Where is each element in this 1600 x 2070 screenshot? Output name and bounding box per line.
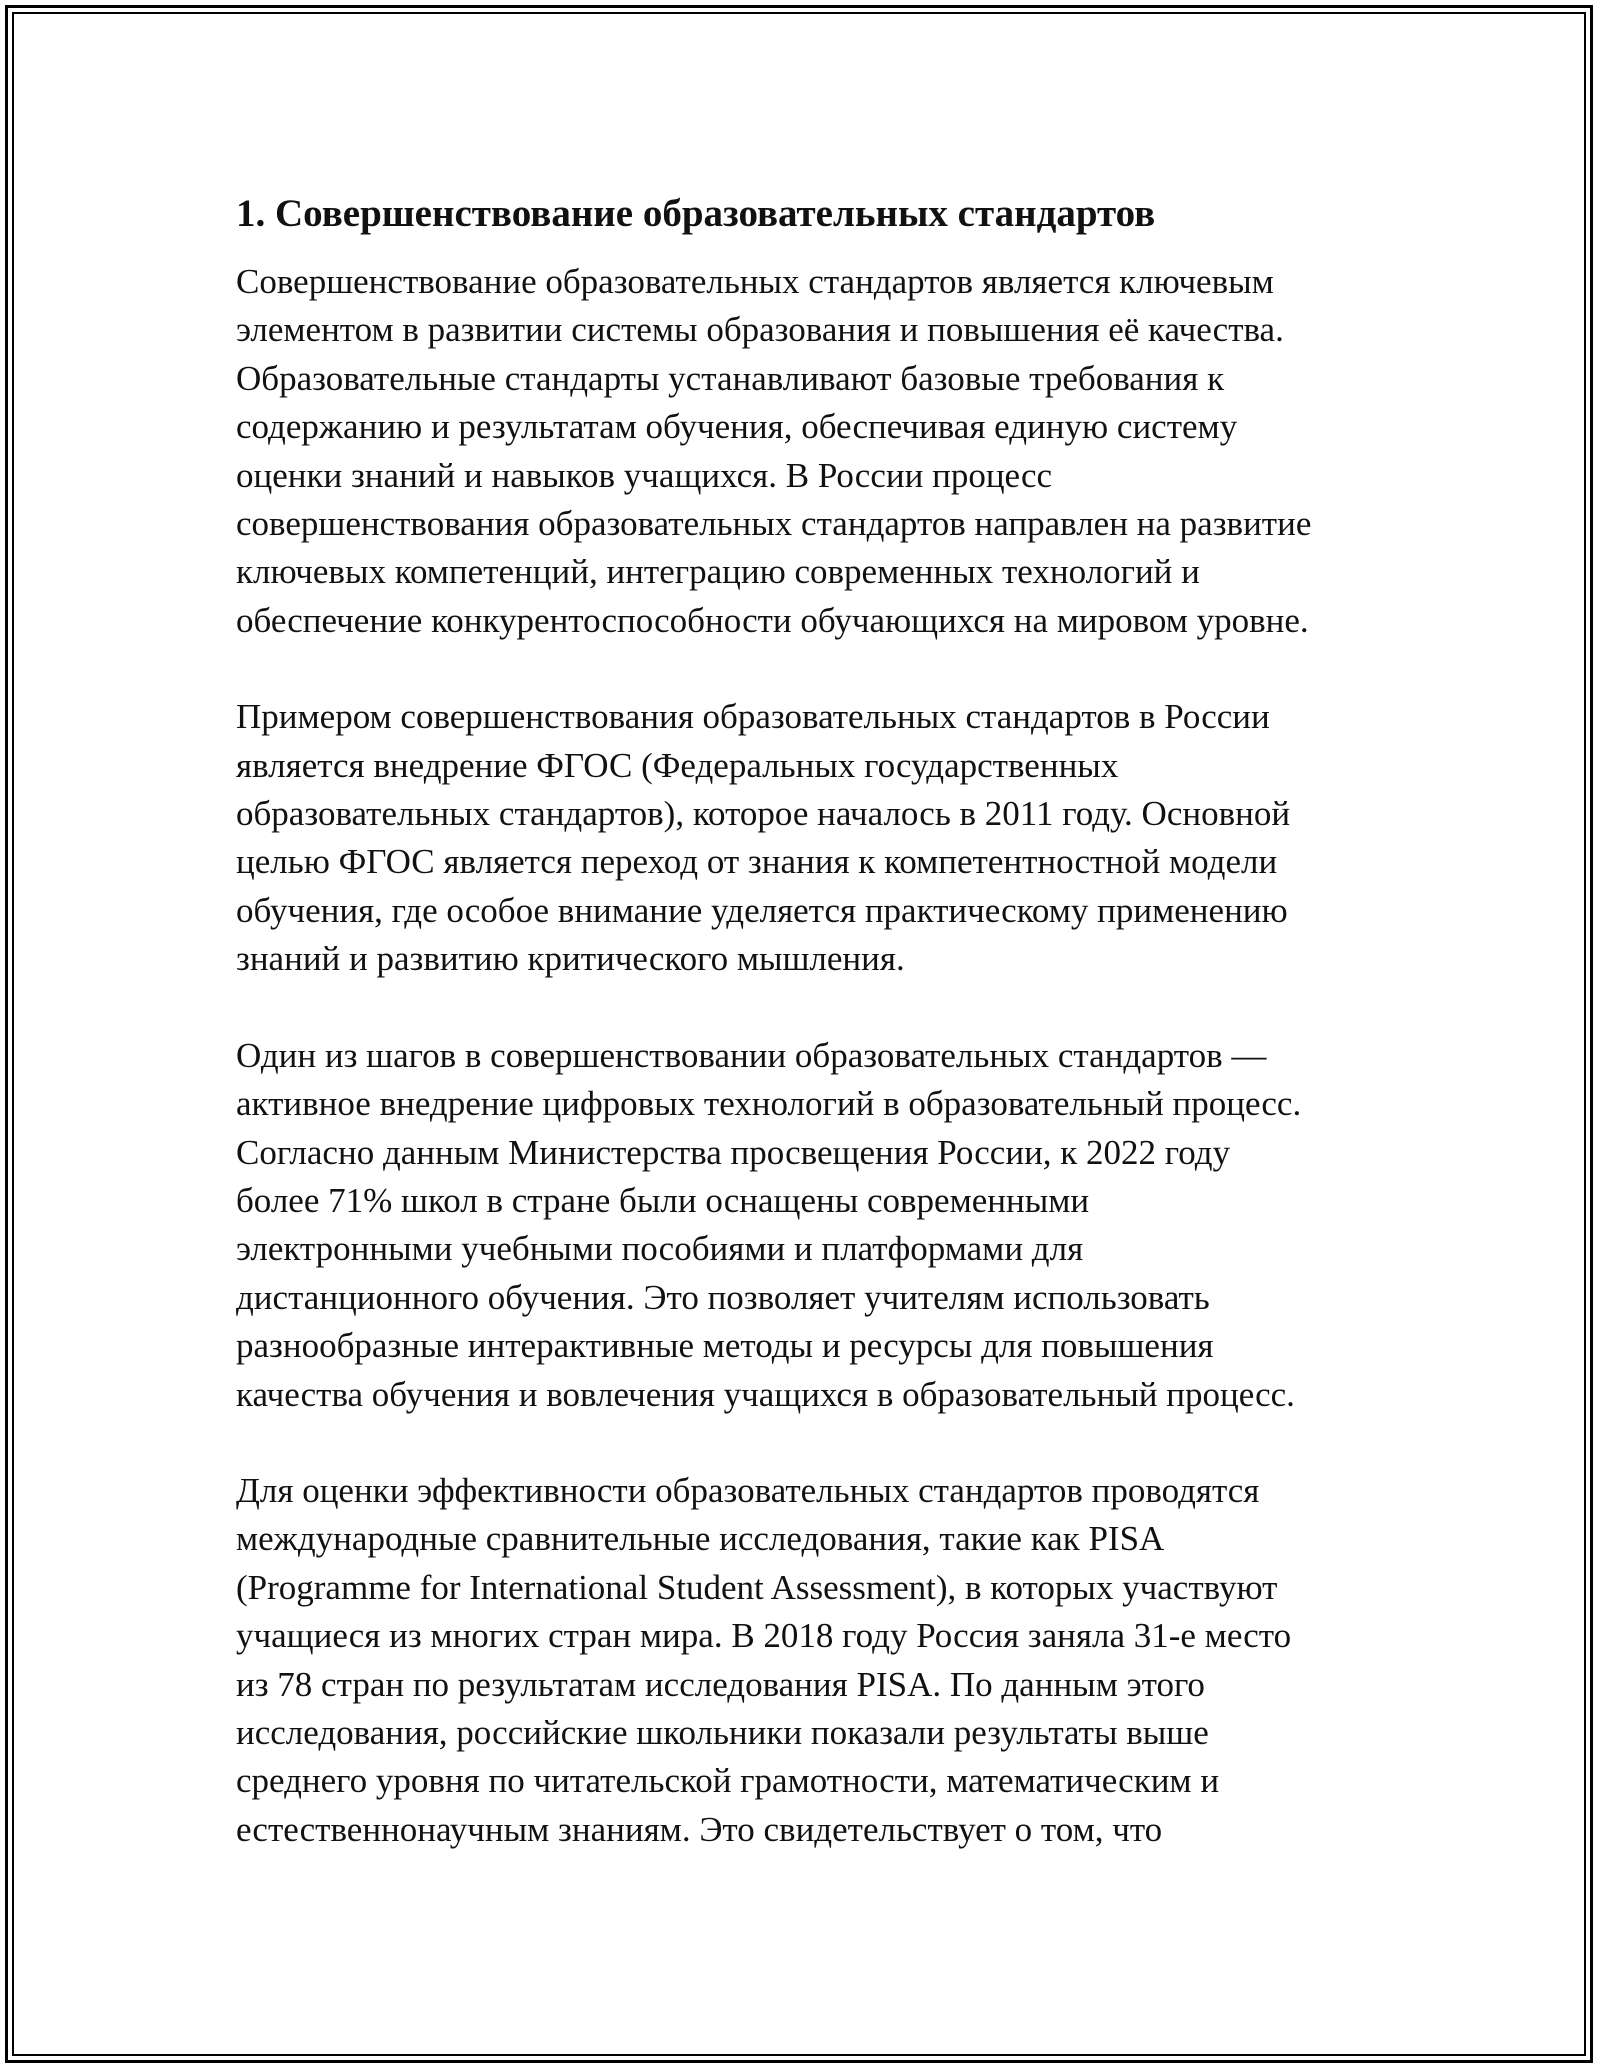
text-line: обеспечение конкурентоспособности обучающихся на мировом уровне.	[236, 600, 1309, 640]
text-line: Примером совершенствования образовательных стандартов в России	[236, 697, 1270, 737]
text-line: дистанционного обучения. Это позволяет учителям использовать	[236, 1277, 1210, 1317]
section-heading: 1. Совершенствование образовательных стандартов	[236, 192, 1156, 235]
text-line: оценки знаний и навыков учащихся. В России процесс	[236, 455, 1053, 495]
text-line: Совершенствование образовательных стандартов является ключевым	[236, 262, 1274, 301]
text-line: среднего уровня по читательской грамотности, математическим и	[236, 1761, 1220, 1801]
paragraph-1	[236, 258, 1366, 645]
text-line: из 78 стран по результатам исследования PISA. По данным этого	[236, 1664, 1205, 1704]
text-line: активное внедрение цифровых технологий в образовательный процесс.	[236, 1084, 1302, 1124]
text-line: обучения, где особое внимание уделяется практическому применению	[236, 890, 1288, 930]
text-line: целью ФГОС является переход от знания к компетентностной модели	[236, 842, 1278, 882]
text-line: электронными учебными пособиями и платформами для	[236, 1229, 1084, 1269]
text-line: элементом в развитии системы образования и повышения её качества.	[236, 310, 1284, 350]
paragraph-3	[236, 1032, 1366, 1419]
paragraph-4	[236, 1467, 1366, 1854]
text-line: Для оценки эффективности образовательных стандартов проводятся	[236, 1470, 1260, 1510]
text-line: качества обучения и вовлечения учащихся в образовательный процесс.	[236, 1374, 1295, 1414]
text-line: учащиеся из многих стран мира. В 2018 году Россия заняла 31-е место	[236, 1616, 1292, 1656]
text-line: более 71% школ в стране были оснащены современными	[236, 1180, 1090, 1220]
document-body	[236, 186, 1366, 1902]
text-line: разнообразные интерактивные методы и ресурсы для повышения	[236, 1326, 1214, 1366]
text-line: содержанию и результатам обучения, обеспечивая единую систему	[236, 407, 1238, 447]
text-line: знаний и развитию критического мышления.	[236, 939, 905, 979]
text-line: образовательных стандартов), которое началось в 2011 году. Основной	[236, 794, 1291, 834]
text-line: является внедрение ФГОС (Федеральных государственных	[236, 745, 1119, 785]
text-line: Один из шагов в совершенствовании образовательных стандартов —	[236, 1035, 1267, 1075]
text-line: ключевых компетенций, интеграцию современных технологий и	[236, 552, 1200, 592]
text-line: (Programme for International Student Assessment), в которых участвуют	[236, 1567, 1278, 1607]
text-line: международные сравнительные исследования, такие как PISA	[236, 1519, 1165, 1559]
text-line: исследования, российские школьники показали результаты выше	[236, 1712, 1209, 1752]
text-line: совершенствования образовательных стандартов направлен на развитие	[236, 504, 1312, 544]
paragraph-2	[236, 693, 1366, 983]
text-line: естественнонаучным знаниям. Это свидетельствует о том, что	[236, 1809, 1163, 1849]
text-line: Образовательные стандарты устанавливают базовые требования к	[236, 358, 1225, 398]
text-line: Согласно данным Министерства просвещения России, к 2022 году	[236, 1132, 1231, 1172]
